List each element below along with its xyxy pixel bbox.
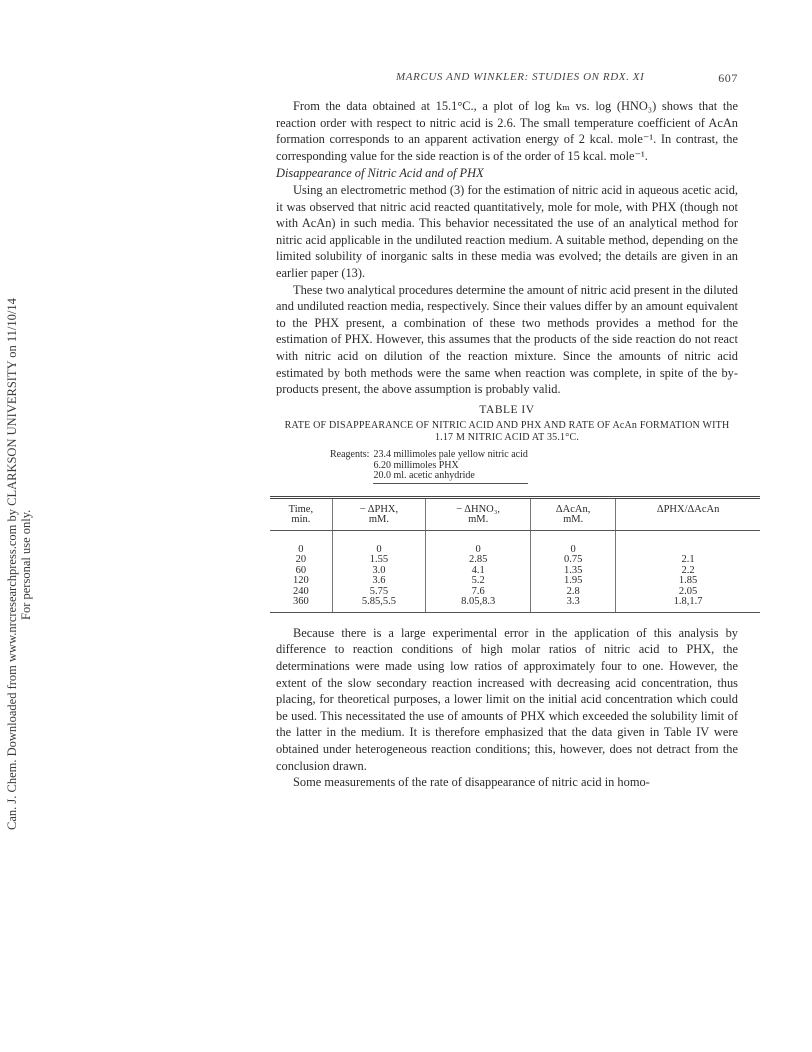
table-cell: 1.95: [531, 576, 616, 587]
table-cell: 1.35: [531, 566, 616, 577]
table-cell: 2.1: [616, 555, 760, 566]
table-cell: 8.05,8.3: [426, 597, 531, 612]
table-cell: 0: [531, 530, 616, 555]
table-cell: 60: [295, 564, 307, 576]
table-cell: 0: [426, 530, 531, 555]
reagents-label: Reagents:: [330, 449, 370, 461]
table-cell: 0: [332, 530, 425, 555]
column-header-dphx: − ΔPHX, mM.: [332, 497, 425, 530]
paragraph: Because there is a large experimental error in the application of this analysis by difference to reaction conditions of high molar ratios of nitric acid to PHX, the determinations were made using low ratios of approximately four to one. However, the extent of the slow secondary reaction increased with decreasing acid concentration, thus placing, for theoretical purposes, a lower limit on the initial acid concentration which could be used. This necessitated the use of amounts of PHX which exceeded the solubility limit of the latter in the medium. It is therefore emphasized that the data given in Table IV were obtained under heterogeneous reaction conditions; this, however, does not detract from the conclusion drawn.: [276, 625, 738, 773]
paragraph: From the data obtained at 15.1°C., a plot of log kₘ vs. log (HNO₃) shows that the reaction order with respect to nitric acid is 2.6. The small temperature coefficient of AcAn formation corresponds to an apparent activation energy of 2 kcal. mole⁻¹. In contrast, the corresponding value for the side reaction is of the order of 15 kcal. mole⁻¹.: [276, 99, 738, 163]
table-cell: 7.6: [426, 587, 531, 598]
data-table: [270, 496, 760, 613]
table-cell: 1.85: [616, 576, 760, 587]
table-cell: 2.05: [616, 587, 760, 598]
column-header-ratio: ΔPHX/ΔAcAn: [616, 497, 760, 530]
table-cell: 3.3: [531, 597, 616, 612]
article-body: [276, 98, 738, 791]
column-header-dacan: ΔAcAn, mM.: [531, 497, 616, 530]
table-cell: 5.2: [426, 576, 531, 587]
table-title: TABLE IV: [479, 403, 535, 416]
table-caption-line-2: 1.17 M NITRIC ACID AT 35.1°C.: [434, 432, 580, 444]
column-header-dhno3: − ΔHNO₃, mM.: [426, 497, 531, 530]
table-cell: 1.55: [332, 555, 425, 566]
table-cell: 1.8,1.7: [616, 597, 760, 612]
paragraph: Using an electrometric method (3) for the estimation of nitric acid in aqueous acetic acid, it was observed that nitric acid reacted quantitatively, mole for mole, with PHX (though not with AcAn) in such media. This behavior necessitated the use of an analytical method for nitric acid applicable in the undiluted reaction medium. A suitable method, depending on the limited solubility of inorganic salts in these media was evolved; the details are given in an earlier paper (13).: [276, 182, 738, 280]
table-cell: 3.0: [332, 566, 425, 577]
table-row: [270, 597, 760, 612]
table-cell: 240: [293, 585, 309, 597]
download-watermark: [2, 250, 52, 830]
table-cell: 2.2: [616, 566, 760, 577]
table-cell: 0: [298, 543, 304, 555]
watermark-line-1: Can. J. Chem. Downloaded from www.nrcresearchpress.com by CLARKSON UNIVERSITY on 11/10/14: [5, 298, 19, 830]
paragraph: These two analytical procedures determine the amount of nitric acid present in the diluted and undiluted reaction media, respectively. Since their values differ by an amount equivalent to the PHX present, a combination of these two methods provides a method for the estimation of PHX. However, this assumes that the products of the side reaction do not react with nitric acid on dilution of the reaction mixture. Since the amounts of nitric acid estimated by both methods were the same when reaction was complete, in spite of the by-products present, the above assumption is probably valid.: [276, 282, 738, 397]
reagent-item: 20.0 ml. acetic anhydride: [373, 470, 475, 482]
table-cell: [616, 530, 760, 555]
table-cell: 2.8: [531, 587, 616, 598]
table-cell: 3.6: [332, 576, 425, 587]
section-subheading: Disappearance of Nitric Acid and of PHX: [276, 166, 484, 181]
table-cell: 120: [293, 575, 309, 587]
table-cell: 360: [270, 597, 332, 612]
table-row: [270, 530, 760, 555]
reagent-item: 6.20 millimoles PHX: [373, 459, 459, 471]
table-cell: 4.1: [426, 566, 531, 577]
paragraph: Some measurements of the rate of disappearance of nitric acid in homo-: [293, 775, 650, 790]
watermark-line-2: For personal use only.: [19, 509, 33, 620]
page-header: [276, 71, 738, 87]
column-header-time: Time, min.: [270, 497, 332, 530]
table-cell: 0.75: [531, 555, 616, 566]
table-caption-line-1: RATE OF DISAPPEARANCE OF NITRIC ACID AND PHX AND RATE OF AcAn FORMATION WITH: [284, 420, 730, 432]
reagents-list: [373, 450, 527, 484]
running-head: MARCUS AND WINKLER: STUDIES ON RDX. XI: [396, 71, 645, 83]
table-reagents: [276, 450, 738, 484]
table-caption: [258, 420, 756, 444]
table-cell: 5.85,5.5: [332, 597, 425, 612]
page-number: 607: [718, 71, 738, 85]
reagent-item: 23.4 millimoles pale yellow nitric acid: [373, 449, 528, 461]
table-header-row: [270, 497, 760, 530]
table-cell: 5.75: [332, 587, 425, 598]
table-cell: 20: [295, 554, 307, 566]
table-cell: 2.85: [426, 555, 531, 566]
